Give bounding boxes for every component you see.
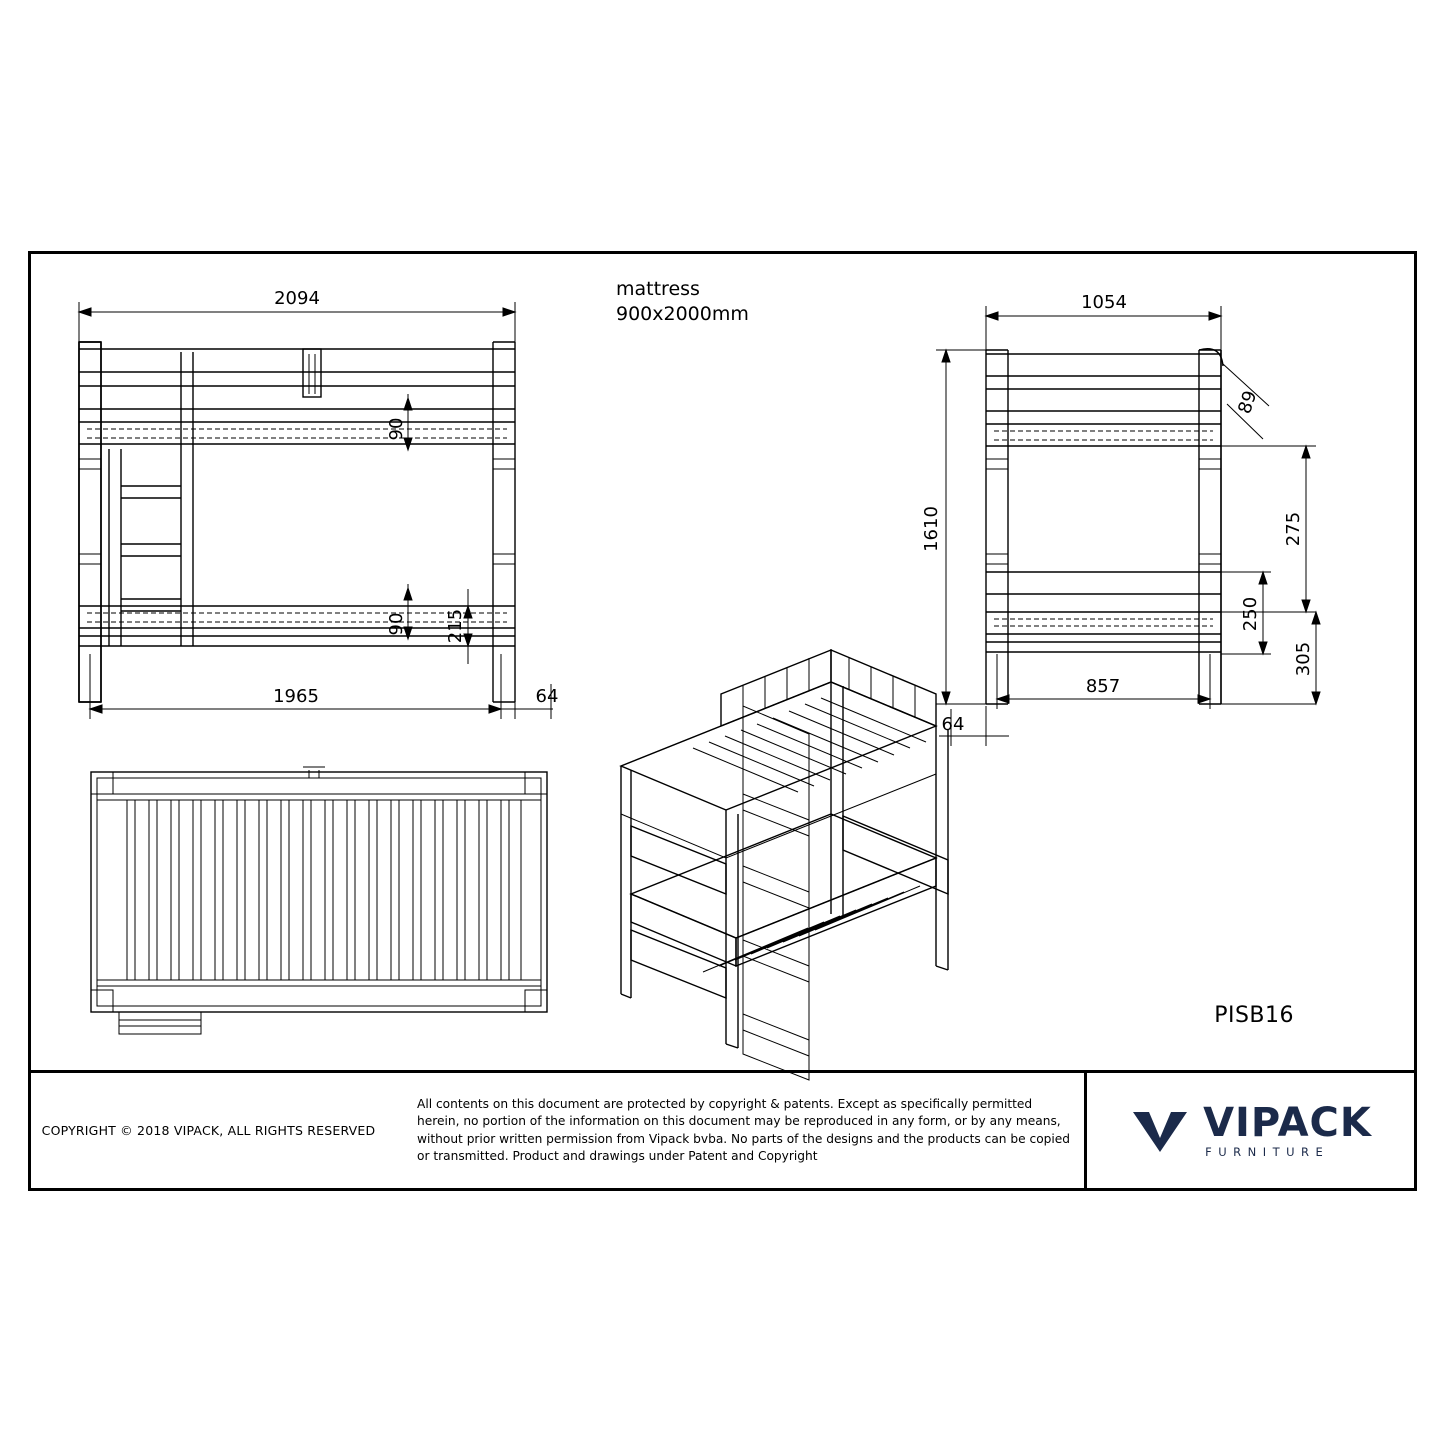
front-dim-64-label: 64 [535,686,559,707]
side-dim-857-label: 857 [1085,676,1121,697]
mattress-note [616,277,749,327]
side-dim-305-label: 305 [1293,641,1314,677]
front-dim-90-upper-label: 90 [386,417,407,441]
front-bed-outline [79,342,515,702]
front-dim-2094-label: 2094 [274,288,320,309]
isometric-geometry [621,650,948,1080]
brand-name: VIPACK [1203,1099,1372,1146]
mattress-note-line1: mattress [616,278,700,300]
side-dim-1054-label: 1054 [1081,292,1127,313]
drawing-area [31,254,1414,1188]
side-dim-89-label: 89 [1234,388,1262,417]
side-elevation-geometry [986,349,1223,704]
legal-notice-text: All contents on this document are protected by copyright & patents. Except as specifically permitted herein, no portion of the information on this document may be reproduced in any form, or by any means, without prior written permission from Vipack bvba. No parts of the designs and the products can be copied or transmitted. Product and drawings under Patent and Copyright [417,1096,1071,1163]
front-dim-215 [461,589,505,664]
front-dim-90-lower-label: 90 [386,612,407,636]
model-code: PISB16 [1214,1003,1294,1028]
copyright-text: COPYRIGHT © 2018 VIPACK, ALL RIGHTS RESERVED [41,1123,376,1138]
side-dim-1610-label: 1610 [921,506,942,552]
vipack-logo-icon [1129,1108,1191,1154]
front-dim-215-label: 215 [445,608,466,644]
brand-logo [1084,1073,1414,1188]
side-dim-275-label: 275 [1283,511,1304,547]
title-block [31,1070,1414,1188]
drawing-sheet [28,251,1417,1191]
front-dim-1965-label: 1965 [273,686,319,707]
side-dim-1610 [936,350,986,704]
mattress-note-line2: 900x2000mm [616,303,749,326]
brand-tagline: FURNITURE [1205,1144,1330,1159]
legal-notice [389,1073,1079,1188]
front-elevation-view [31,254,1414,1188]
top-plan-geometry [91,767,547,1034]
side-dim-250-label: 250 [1240,596,1261,632]
side-dim-64-label: 64 [941,714,965,735]
